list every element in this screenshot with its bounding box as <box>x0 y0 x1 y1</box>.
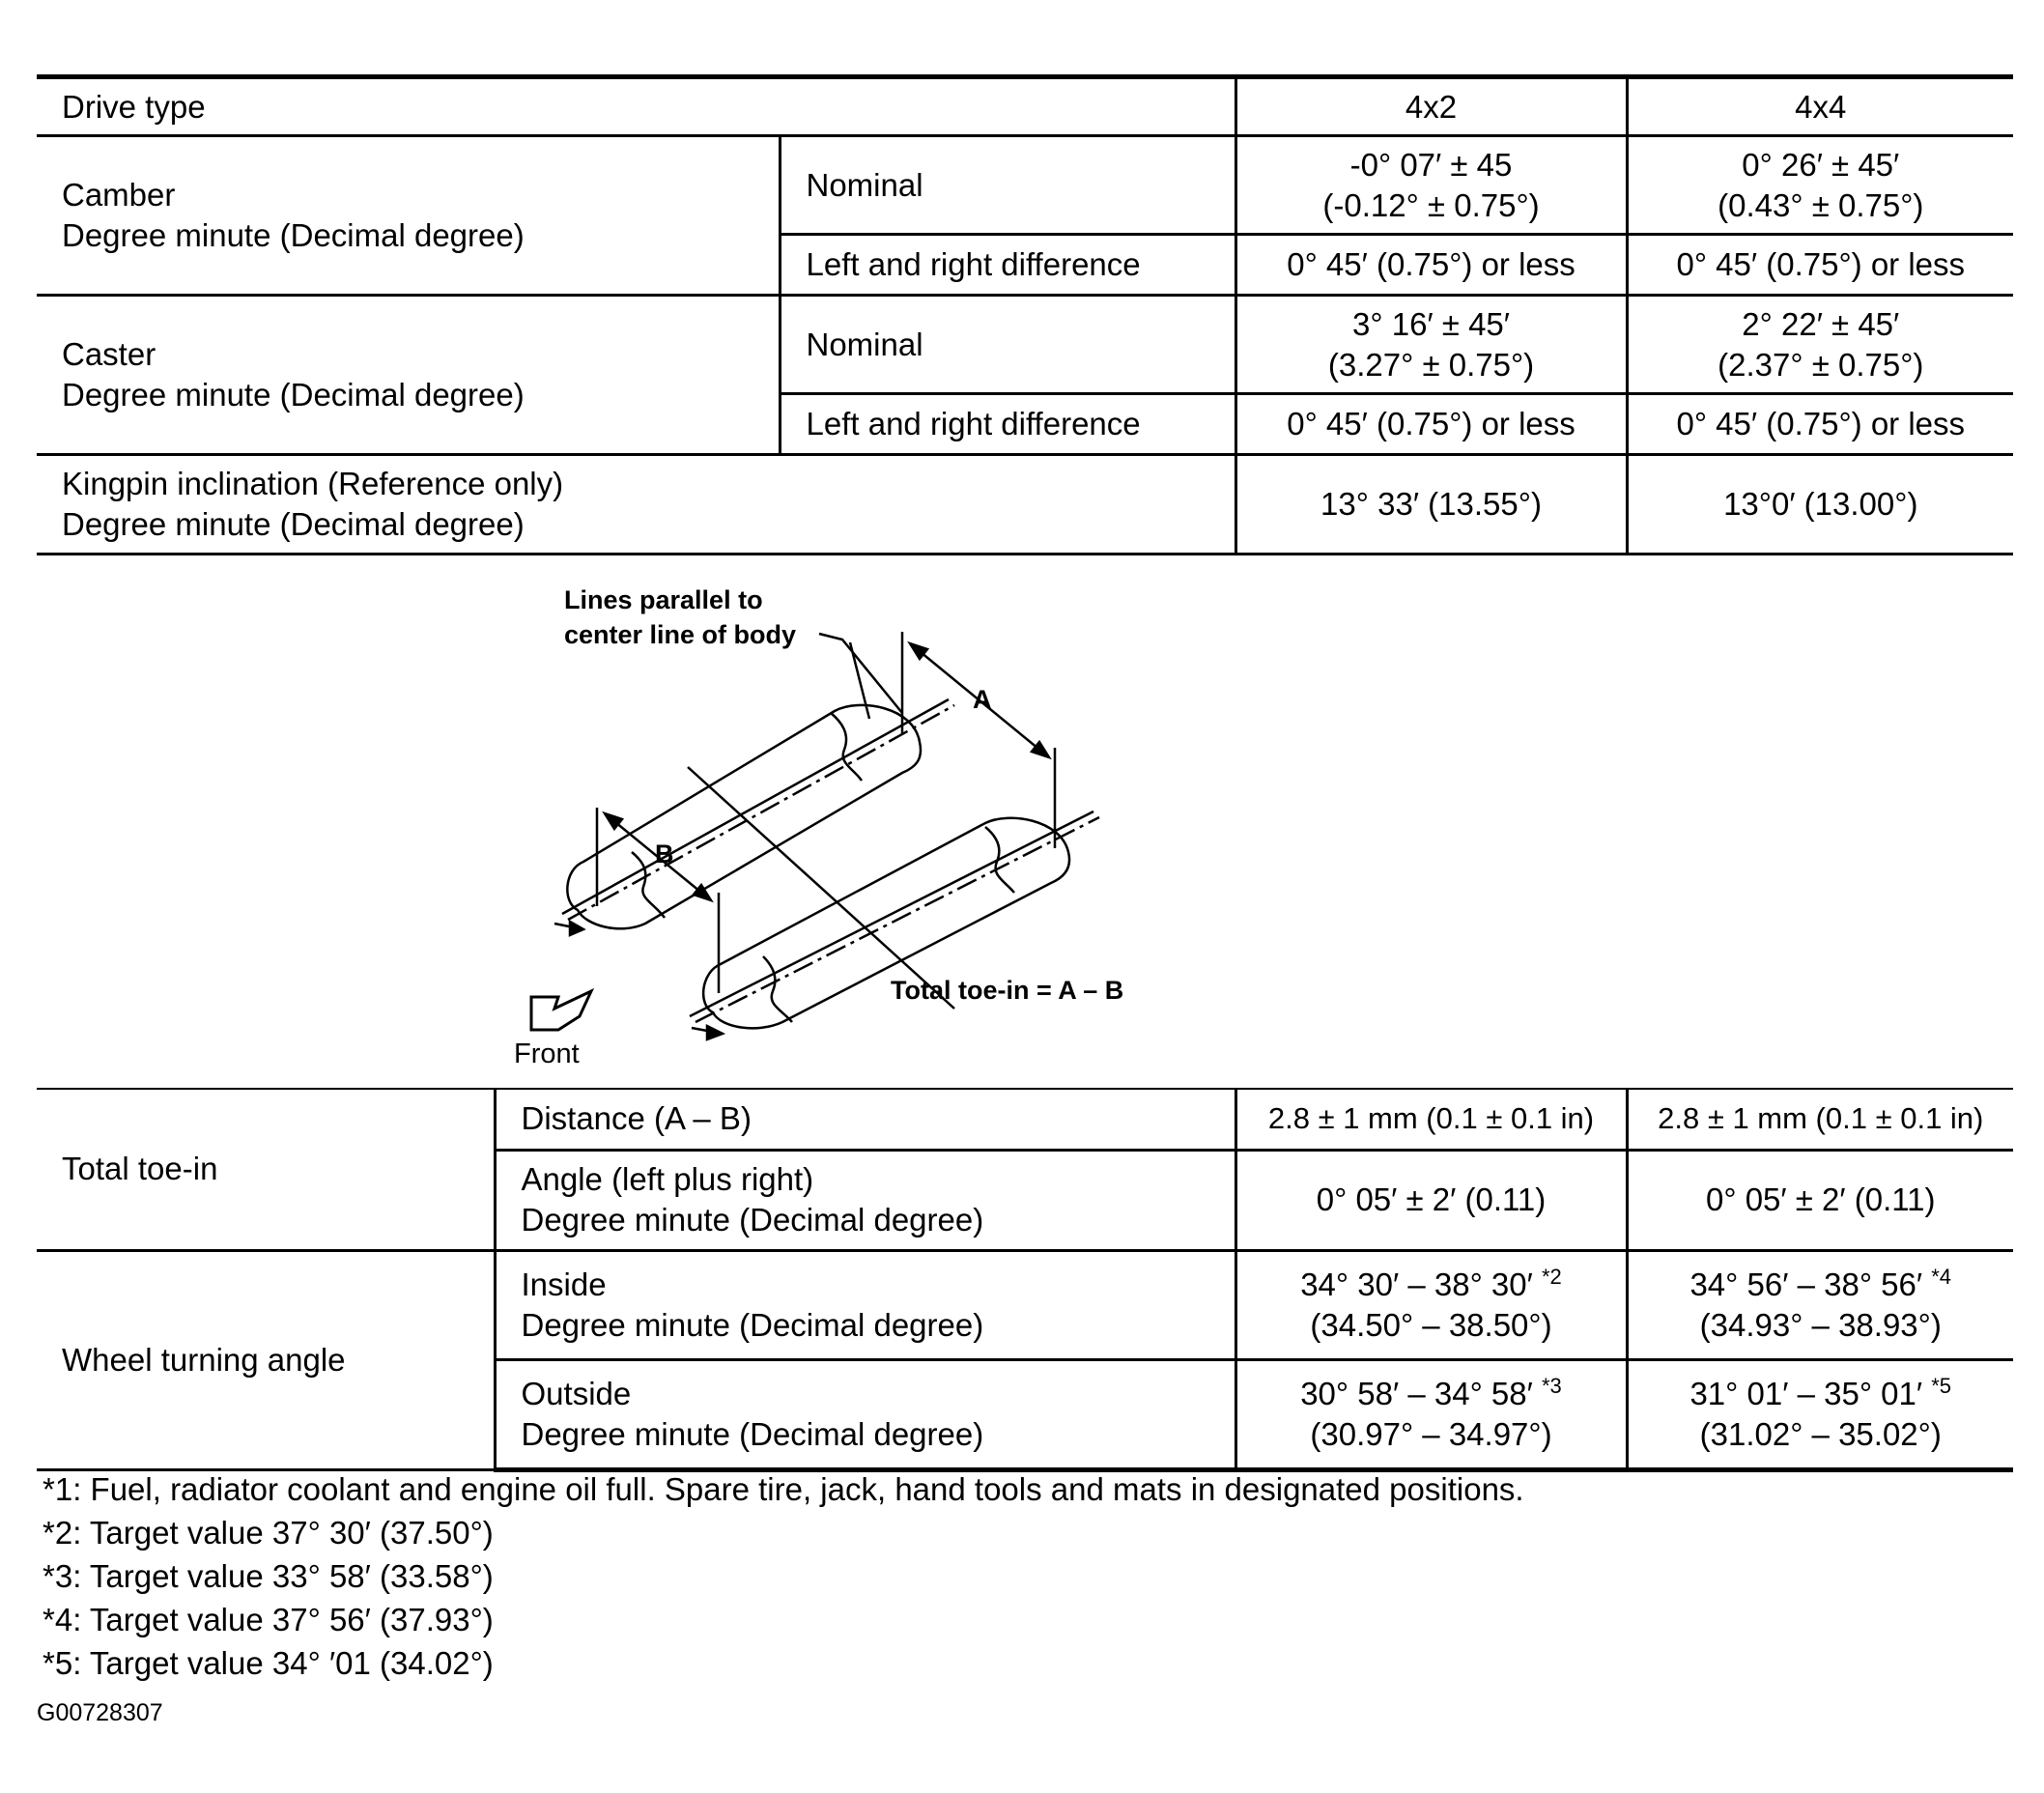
footnote-5: *5: Target value 34° ′01 (34.02°) <box>43 1645 494 1681</box>
dimension-a-label: A <box>973 685 992 714</box>
col-4x2-header: 4x2 <box>1235 77 1627 136</box>
footnote-ref-4: *4 <box>1931 1264 1952 1289</box>
turning-inside-4x4-dm: 34° 56′ – 38° 56′ <box>1689 1266 1932 1302</box>
drive-type-label: Drive type <box>37 77 1235 136</box>
turning-outside-4x4-dm: 31° 01′ – 35° 01′ <box>1689 1375 1932 1411</box>
kingpin-4x2: 13° 33′ (13.55°) <box>1235 455 1627 555</box>
kingpin-4x4: 13°0′ (13.00°) <box>1627 455 2013 555</box>
kingpin-unit: Degree minute (Decimal degree) <box>62 506 525 542</box>
camber-nominal-4x2-dm: -0° 07′ ± 45 <box>1349 146 1513 183</box>
total-toe-in-label: Total toe-in = A – B <box>891 976 1124 1005</box>
caster-nominal-4x2-dec: (3.27° ± 0.75°) <box>1327 346 1535 383</box>
turning-outside-label <box>495 1359 1235 1469</box>
camber-nominal-label: Nominal <box>780 136 1235 235</box>
toe-distance-4x4: 2.8 ± 1 mm (0.1 ± 0.1 in) <box>1627 1089 2013 1150</box>
turning-inside-label <box>495 1250 1235 1359</box>
footnote-1: *1: Fuel, radiator coolant and engine oil full. Spare tire, jack, hand tools and mats in designated positions. <box>43 1471 1524 1507</box>
toe-distance-4x2: 2.8 ± 1 mm (0.1 ± 0.1 in) <box>1235 1089 1627 1150</box>
caster-nominal-label: Nominal <box>780 296 1235 394</box>
camber-diff-4x2: 0° 45′ (0.75°) or less <box>1235 235 1627 296</box>
caster-diff-label: Left and right difference <box>780 394 1235 455</box>
caster-unit: Degree minute (Decimal degree) <box>62 377 525 413</box>
turning-inside-4x2-dm: 34° 30′ – 38° 30′ <box>1300 1266 1542 1302</box>
lines-parallel-label-1: Lines parallel to <box>564 585 763 614</box>
footnote-ref-5: *5 <box>1931 1373 1952 1398</box>
turning-outside-4x4 <box>1627 1359 2013 1469</box>
camber-nominal-4x4-dec: (0.43° ± 0.75°) <box>1718 186 1924 223</box>
toe-angle-title: Angle (left plus right) <box>521 1161 814 1197</box>
footnote-ref-2: *2 <box>1542 1264 1562 1289</box>
wheel-turning-angle-label: Wheel turning angle <box>37 1250 495 1469</box>
camber-diff-4x4: 0° 45′ (0.75°) or less <box>1627 235 2013 296</box>
turning-outside-4x2-dec: (30.97° – 34.97°) <box>1310 1415 1552 1452</box>
turning-inside-4x2-dec: (34.50° – 38.50°) <box>1310 1306 1552 1343</box>
turning-inside-4x2 <box>1235 1250 1627 1359</box>
camber-title: Camber <box>62 177 176 213</box>
footnote-3: *3: Target value 33° 58′ (33.58°) <box>43 1558 494 1594</box>
front-label: Front <box>514 1039 580 1069</box>
footnote-2: *2: Target value 37° 30′ (37.50°) <box>43 1515 494 1551</box>
turning-inside-row <box>37 1250 2013 1359</box>
lines-parallel-label-2: center line of body <box>564 620 797 649</box>
toe-distance-row <box>37 1089 2013 1150</box>
toe-angle-4x4: 0° 05′ ± 2′ (0.11) <box>1627 1150 2013 1250</box>
turning-inside-4x4 <box>1627 1250 2013 1359</box>
turning-outside-title: Outside <box>521 1375 632 1411</box>
kingpin-title: Kingpin inclination (Reference only) <box>62 466 564 501</box>
toe-turning-spec-table <box>37 1088 2013 1472</box>
front-arrow-icon <box>531 991 591 1030</box>
footnote-ref-3: *3 <box>1542 1373 1562 1398</box>
caster-diff-4x4: 0° 45′ (0.75°) or less <box>1627 394 2013 455</box>
caster-nominal-4x4-dm: 2° 22′ ± 45′ <box>1742 305 1900 342</box>
caster-nominal-4x2-dm: 3° 16′ ± 45′ <box>1352 305 1510 342</box>
turning-inside-title: Inside <box>521 1266 607 1302</box>
turning-outside-unit: Degree minute (Decimal degree) <box>521 1415 984 1452</box>
turning-outside-4x2 <box>1235 1359 1627 1469</box>
footnote-4: *4: Target value 37° 56′ (37.93°) <box>43 1602 494 1637</box>
camber-unit: Degree minute (Decimal degree) <box>62 217 525 253</box>
turning-outside-4x2-dm: 30° 58′ – 34° 58′ <box>1300 1375 1542 1411</box>
turning-inside-4x4-dec: (34.93° – 38.93°) <box>1699 1306 1942 1343</box>
camber-nominal-4x2-dec: (-0.12° ± 0.75°) <box>1322 186 1540 223</box>
camber-diff-label: Left and right difference <box>780 235 1235 296</box>
toe-angle-label <box>495 1150 1235 1250</box>
total-toe-in-label: Total toe-in <box>37 1089 495 1250</box>
caster-nominal-4x4-dec: (2.37° ± 0.75°) <box>1718 346 1924 383</box>
footnotes <box>43 1467 1524 1685</box>
camber-nominal-4x4-dm: 0° 26′ ± 45′ <box>1742 146 1900 183</box>
toe-angle-4x2: 0° 05′ ± 2′ (0.11) <box>1235 1150 1627 1250</box>
turning-outside-4x4-dec: (31.02° – 35.02°) <box>1699 1415 1942 1452</box>
toe-distance-label: Distance (A – B) <box>495 1089 1235 1150</box>
col-4x4-header: 4x4 <box>1627 77 2013 136</box>
toe-angle-unit: Degree minute (Decimal degree) <box>521 1202 984 1238</box>
turning-inside-unit: Degree minute (Decimal degree) <box>521 1306 984 1343</box>
caster-diff-4x2: 0° 45′ (0.75°) or less <box>1235 394 1627 455</box>
dimension-b-label: B <box>655 840 674 868</box>
caster-title: Caster <box>62 336 156 372</box>
document-code: G00728307 <box>37 1699 163 1726</box>
